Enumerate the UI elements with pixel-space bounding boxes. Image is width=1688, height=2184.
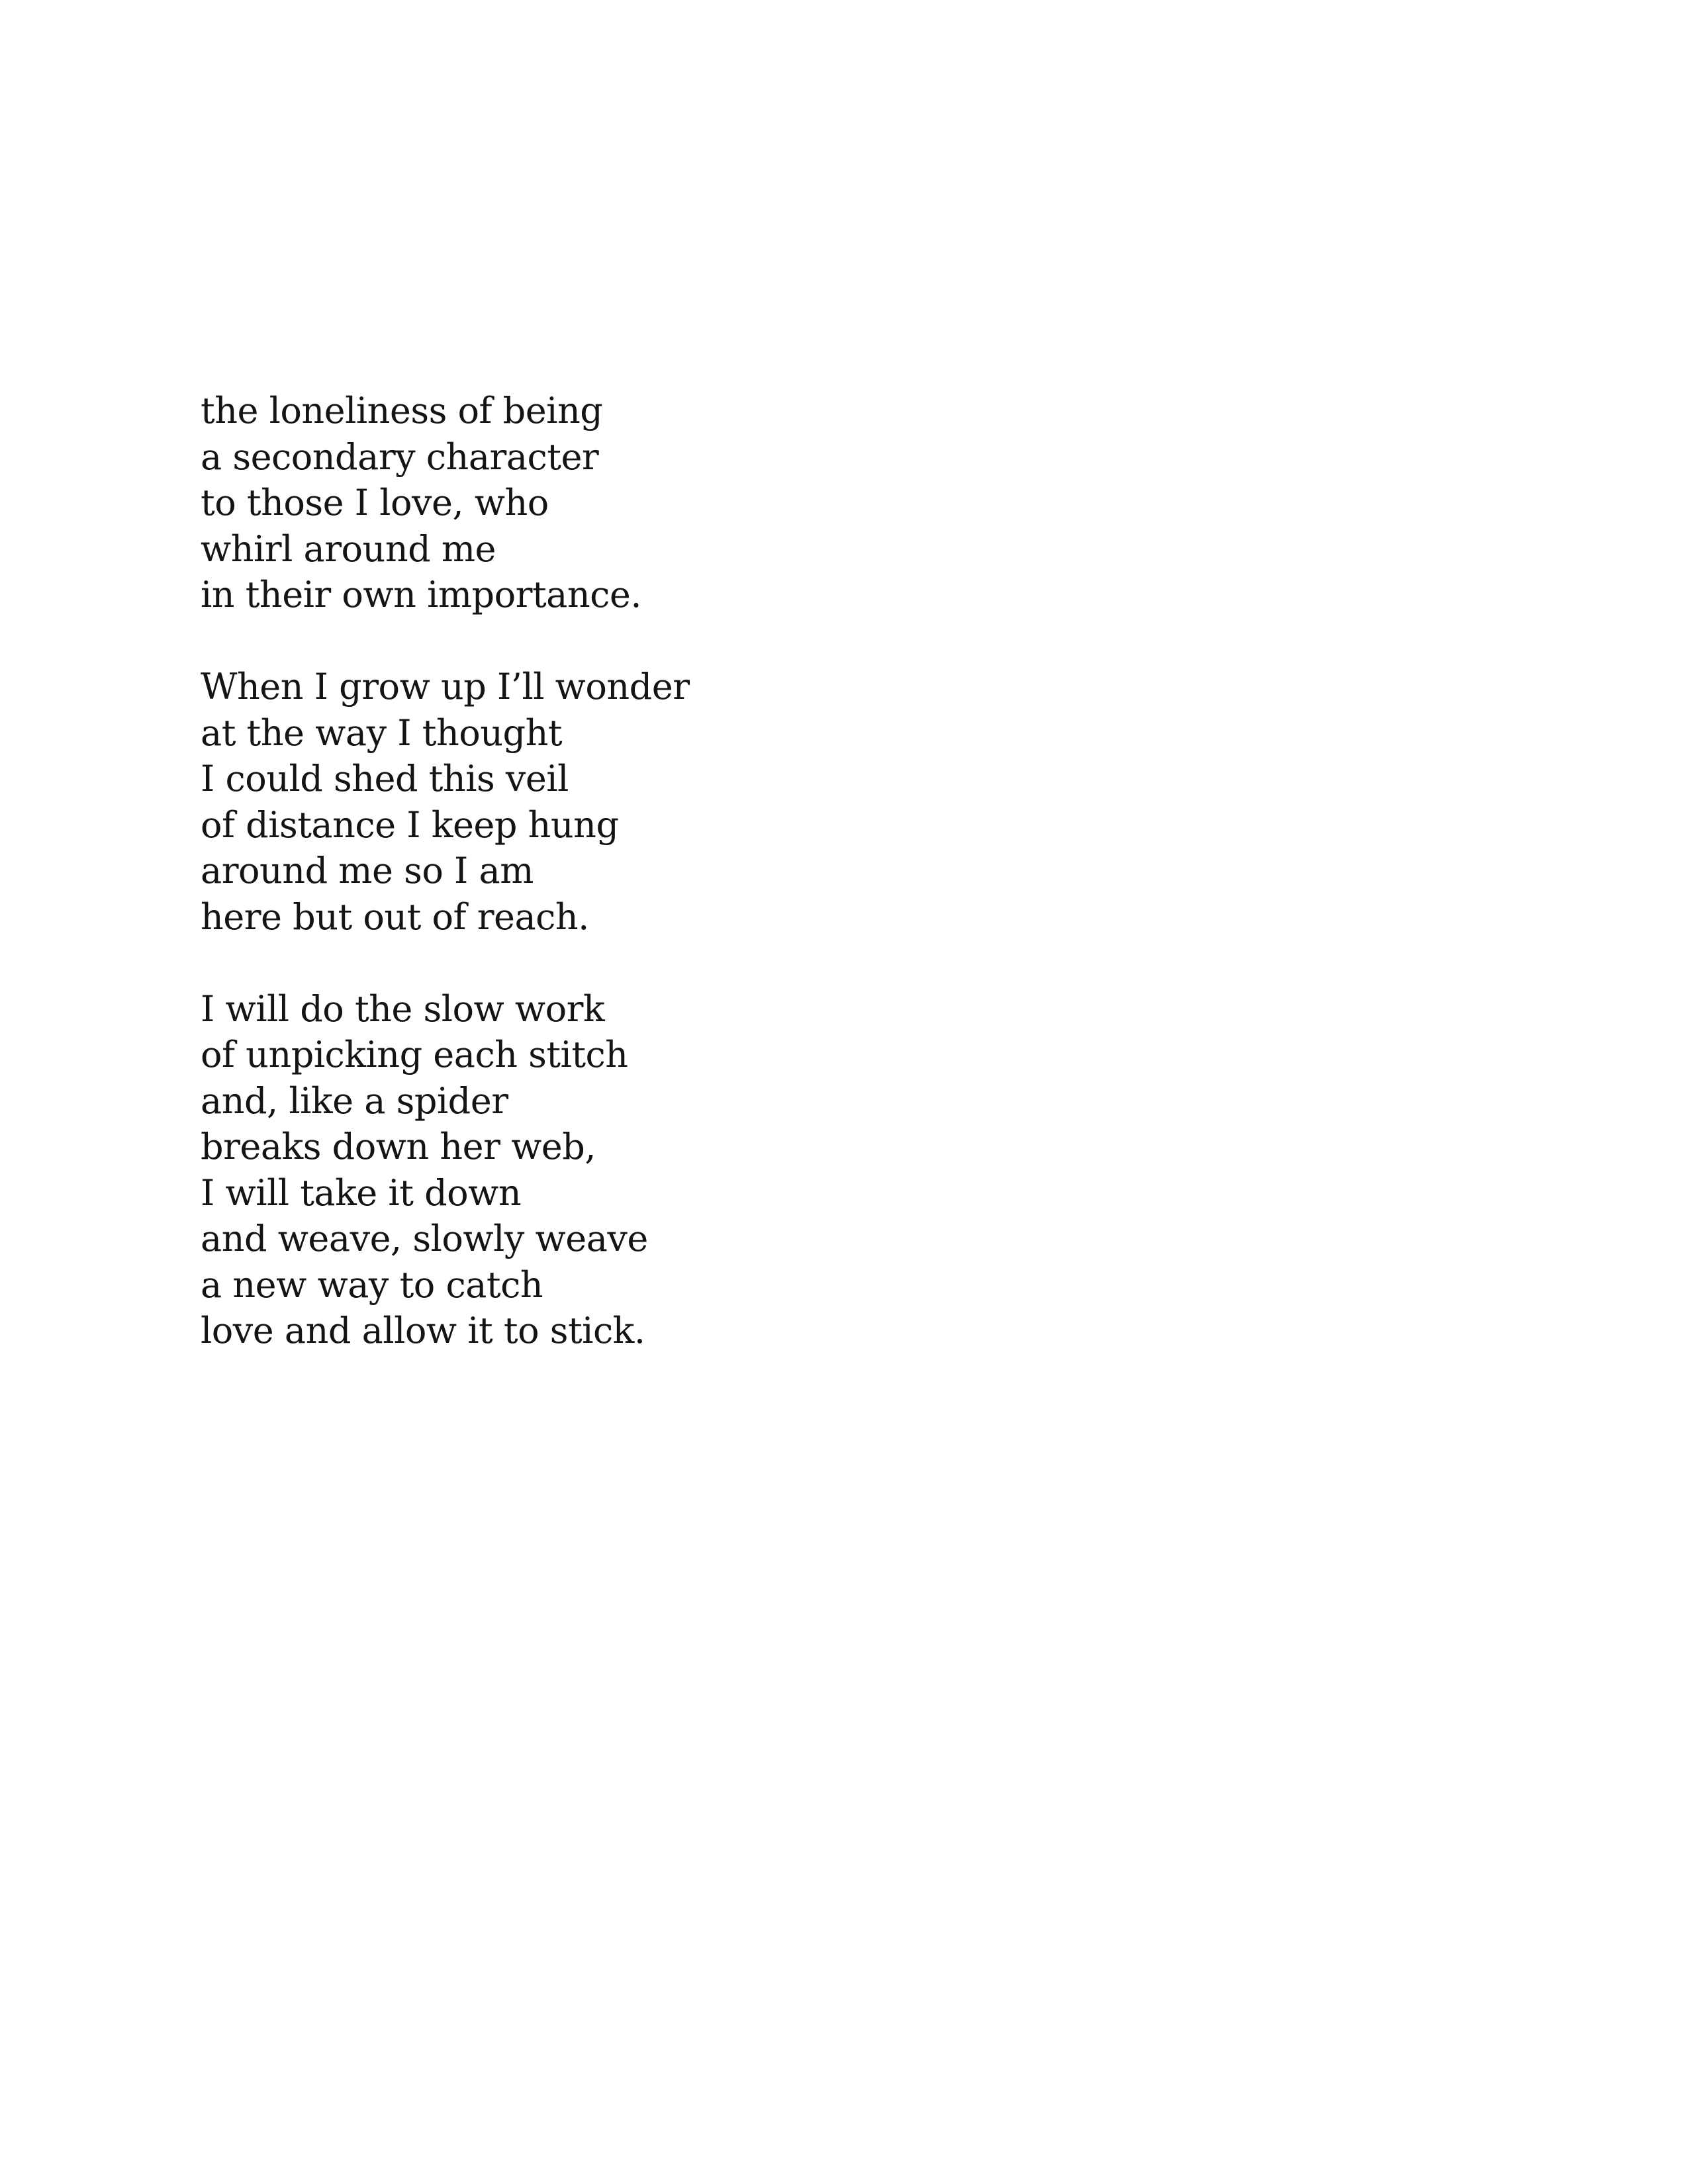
poem-line: breaks down her web, [201, 1126, 596, 1167]
poem-line: I will take it down [201, 1171, 522, 1214]
poem-line: and weave, slowly weave [201, 1218, 648, 1259]
poem-body [201, 388, 1061, 1354]
poem-line: When I grow up I’ll wonder [201, 666, 690, 707]
poem-line: at the way I thought [201, 711, 563, 754]
poem-line: the loneliness of being [201, 390, 603, 432]
stanza-3 [201, 986, 1061, 1354]
poem-line: in their own importance. [201, 574, 641, 615]
poem-line: of unpicking each stitch [201, 1034, 628, 1075]
poem-line: whirl around me [201, 527, 496, 570]
poem-line: I will do the slow work [201, 987, 605, 1030]
poem-line: love and allow it to stick. [201, 1310, 645, 1351]
poem-line: of distance I keep hung [201, 803, 619, 846]
poem-line: to those I love, who [201, 482, 549, 523]
poem-line: and, like a spider [201, 1079, 508, 1122]
stanza-2 [201, 664, 1061, 940]
poem-line: a new way to catch [201, 1263, 543, 1306]
poem-line: a secondary character [201, 435, 599, 478]
stanza-1 [201, 388, 1061, 618]
poem-line: I could shed this veil [201, 758, 569, 799]
poem-line: around me so I am [201, 850, 534, 891]
poem-line: here but out of reach. [201, 895, 589, 938]
